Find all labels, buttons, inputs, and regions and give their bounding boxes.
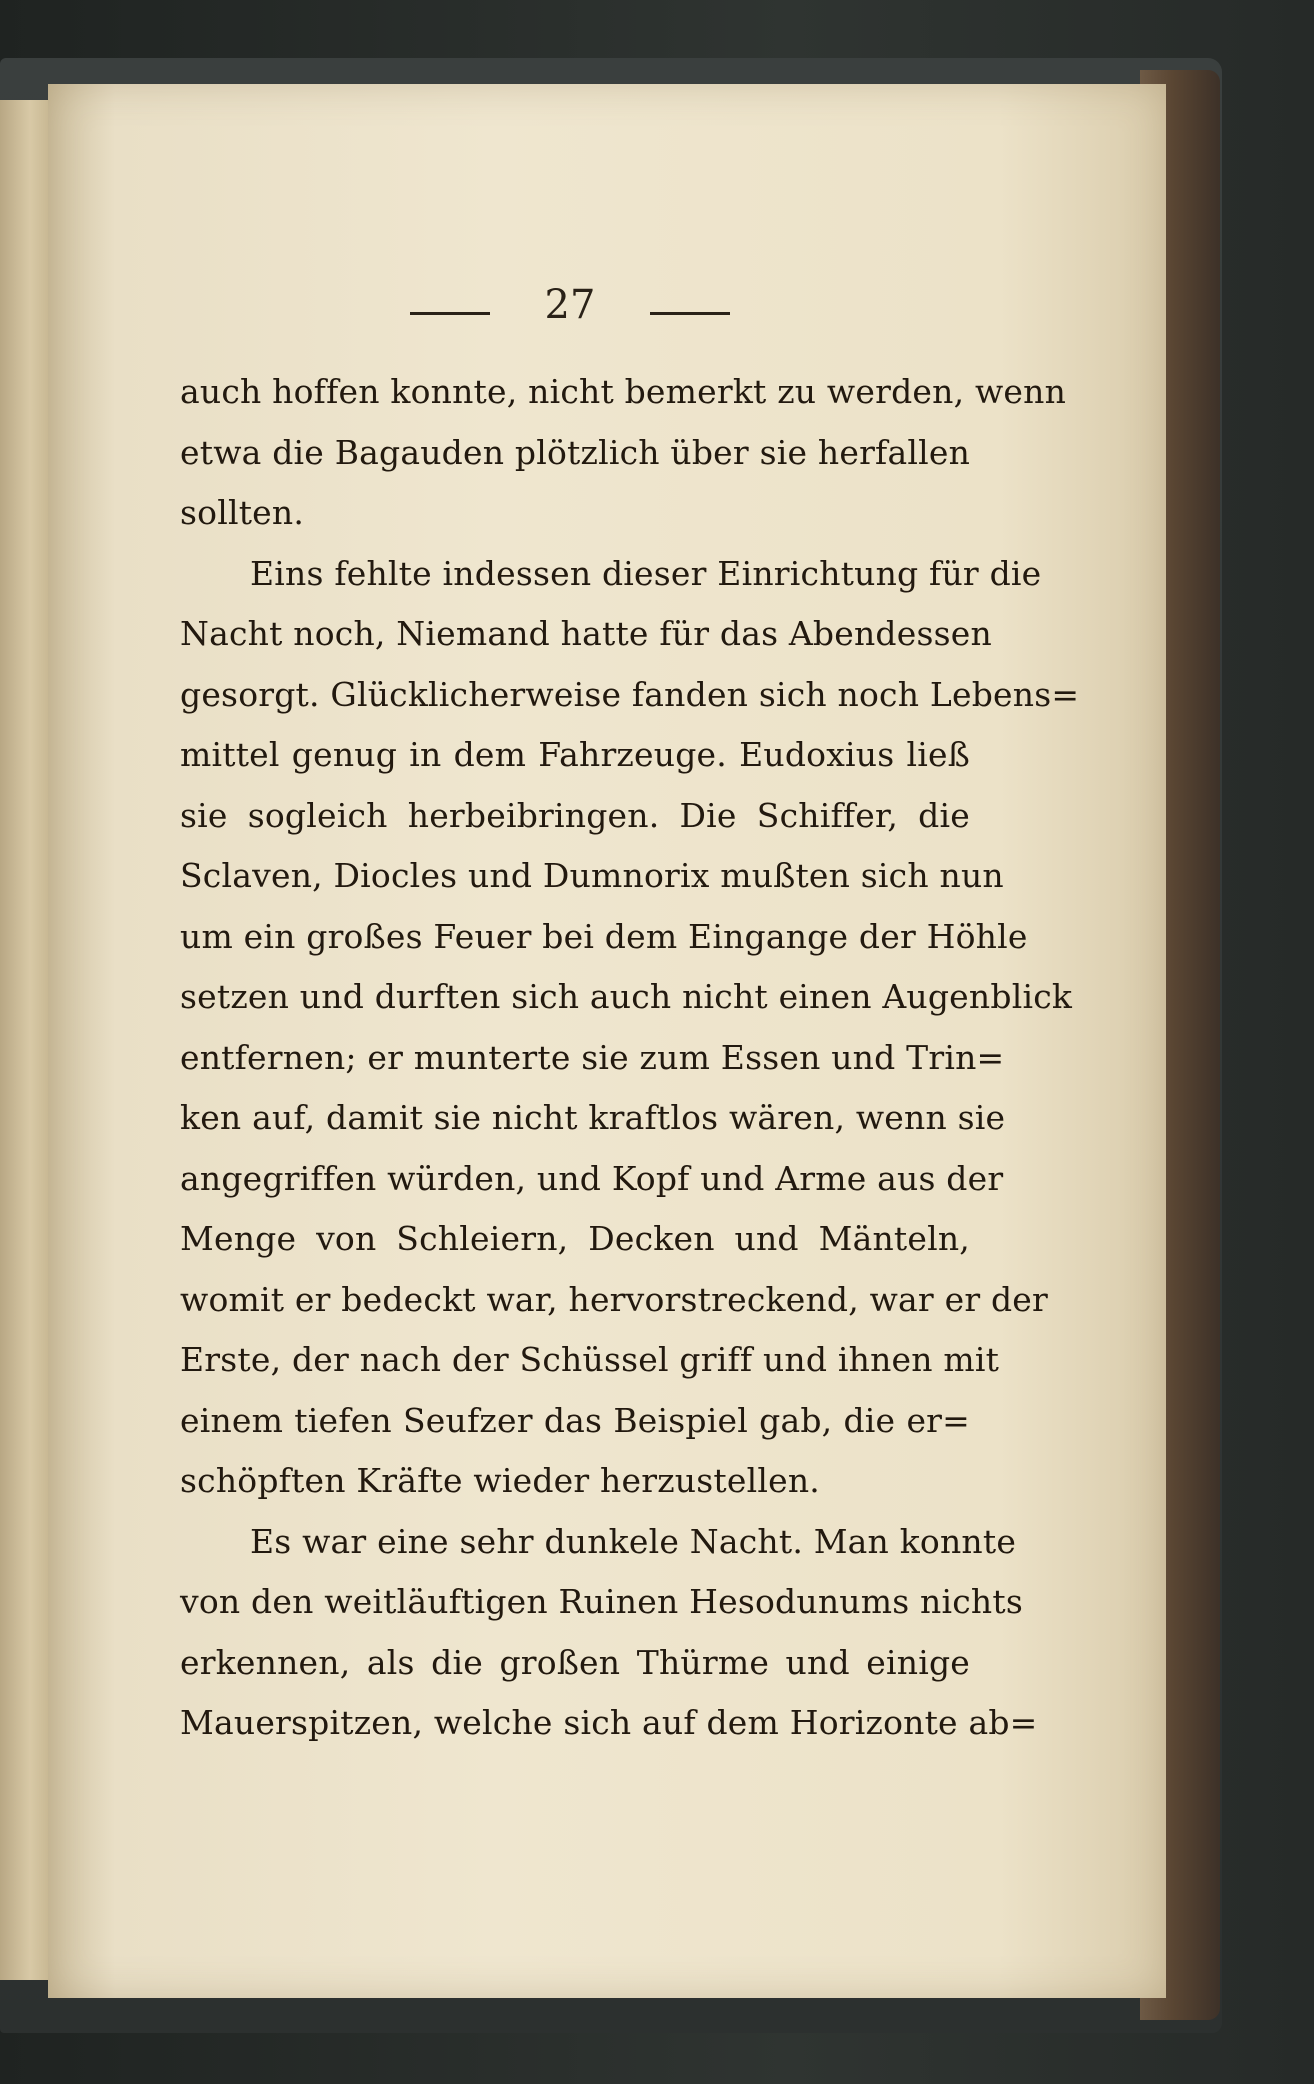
header-rule-left (410, 312, 490, 315)
text-line: mittel genug in dem Fahrzeuge. Eudoxius ließ (180, 735, 970, 774)
text-line: entfernen; er munterte sie zum Essen und Trin= (180, 1037, 1005, 1077)
text-line: um ein großes Feuer bei dem Eingange der Höhle (180, 916, 1028, 956)
text-line: schöpften Kräfte wieder herzustellen. (180, 1461, 820, 1500)
text-line: sie sogleich herbeibringen. Die Schiffer, die (180, 795, 970, 835)
text-line: sollten. (180, 493, 305, 532)
text-line: womit er bedeckt war, hervorstreckend, war er der (180, 1279, 1049, 1319)
text-line: erkennen, als die großen Thürme und einige (180, 1642, 970, 1682)
text-line: Mauerspitzen, welche sich auf dem Horizonte ab= (180, 1703, 1038, 1742)
header-rule-right (650, 312, 730, 315)
text-line: Nacht noch, Niemand hatte für das Abendessen (180, 614, 992, 653)
facing-page-edge (0, 100, 50, 1980)
text-line: Eins fehlte indessen dieser Einrichtung für die (250, 553, 1042, 593)
text-line: Menge von Schleiern, Decken und Mänteln, (180, 1219, 970, 1258)
text-line: von den weitläuftigen Ruinen Hesodunums nichts (180, 1582, 1023, 1621)
page-number: 27 (544, 282, 596, 328)
text-line: etwa die Bagauden plötzlich über sie herfallen (180, 432, 971, 472)
page-body-text (180, 362, 1080, 1754)
text-line: Sclaven, Diocles und Dumnorix mußten sich nun (180, 856, 1004, 895)
page-header (0, 280, 1314, 340)
text-line: einem tiefen Seufzer das Beispiel gab, die er= (180, 1400, 970, 1440)
text-line: setzen und durften sich auch nicht einen Augenblick (180, 977, 1073, 1016)
text-line: gesorgt. Glücklicherweise fanden sich noch Lebens= (180, 674, 1080, 714)
text-line: ken auf, damit sie nicht kraftlos wären, wenn sie (180, 1098, 1006, 1137)
text-line: Erste, der nach der Schüssel griff und ihnen mit (180, 1340, 1000, 1379)
text-line: auch hoffen konnte, nicht bemerkt zu werden, wenn (180, 372, 1067, 411)
text-line: angegriffen würden, und Kopf und Arme aus der (180, 1158, 1004, 1198)
text-line: Es war eine sehr dunkele Nacht. Man konnte (250, 1521, 1017, 1561)
